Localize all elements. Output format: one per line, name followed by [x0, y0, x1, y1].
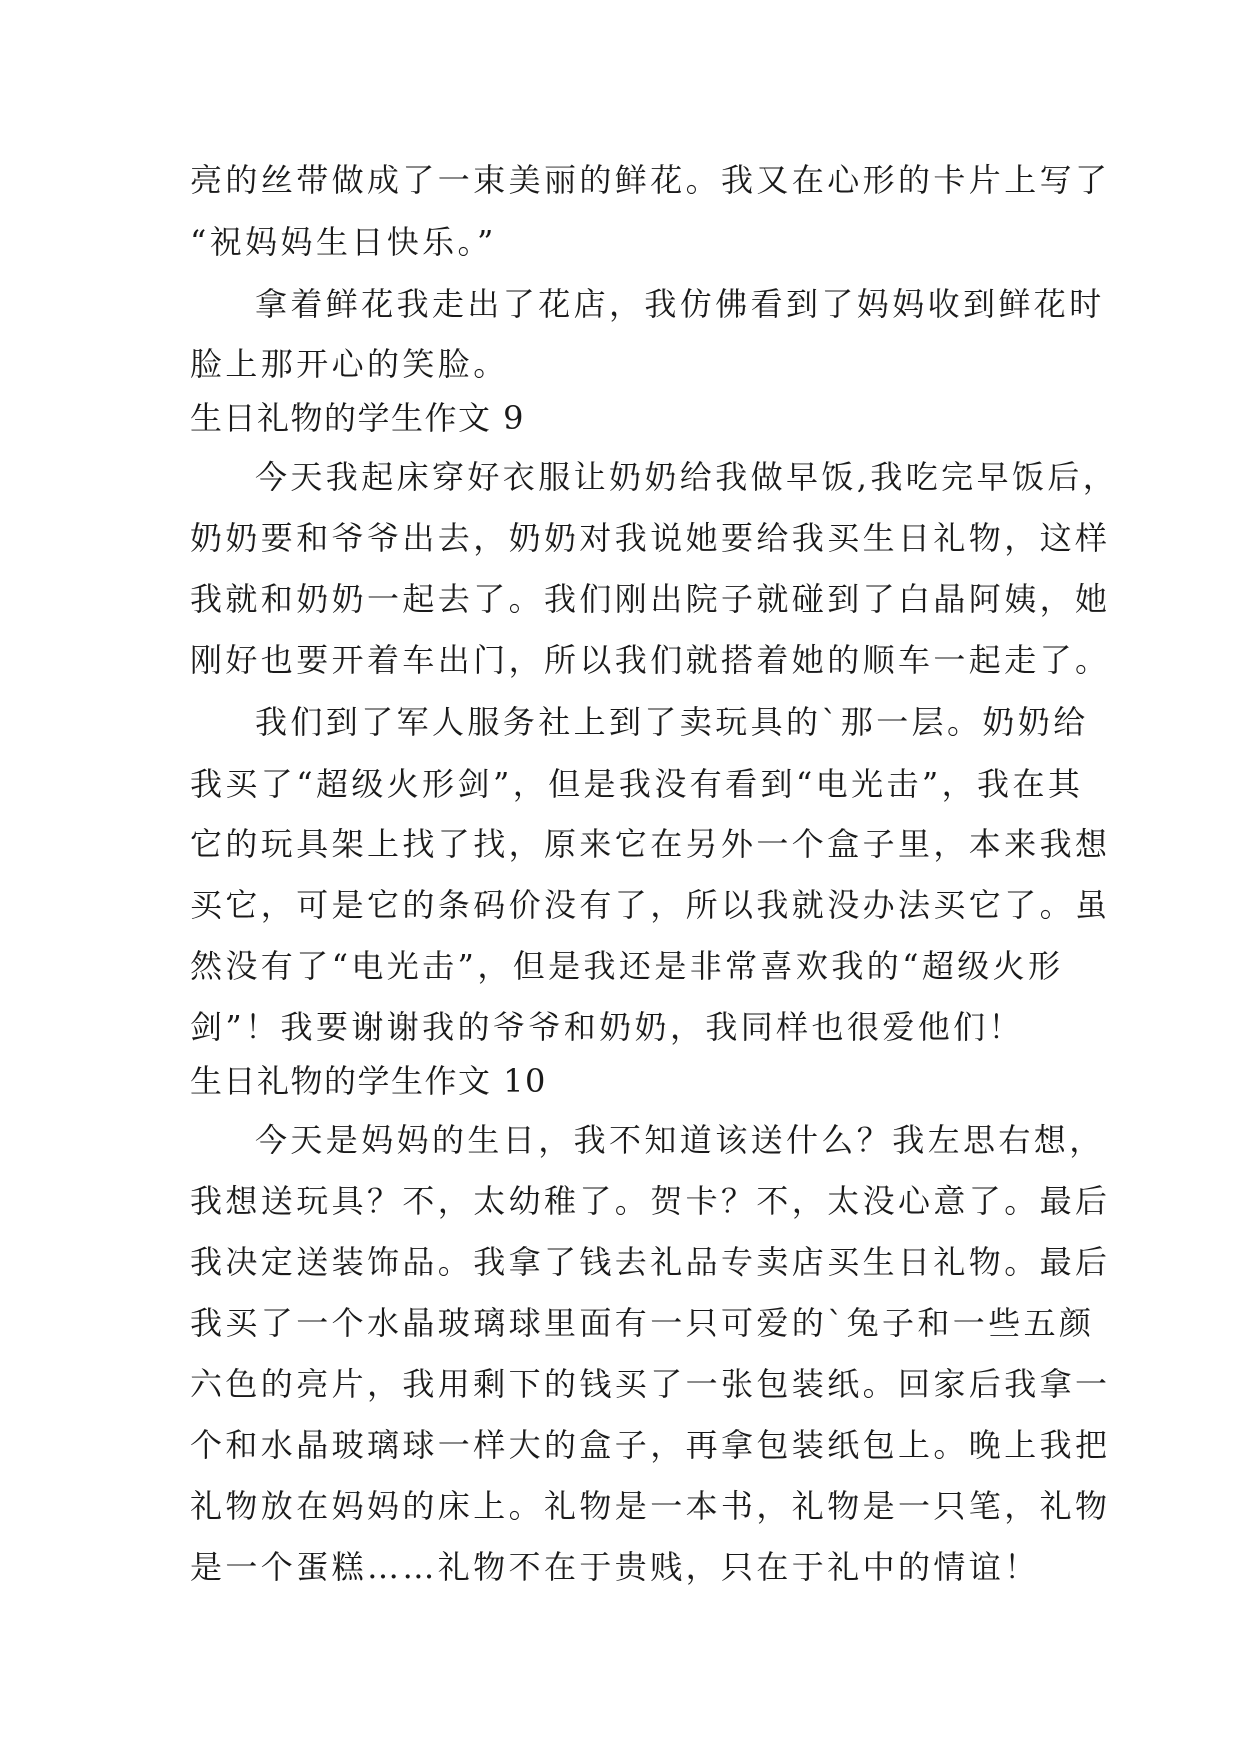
paragraph-line: 礼物放在妈妈的床上。礼物是一本书，礼物是一只笔，礼物: [190, 1487, 1111, 1525]
paragraph-line: 我买了一个水晶玻璃球里面有一只可爱的`兔子和一些五颜: [190, 1304, 1095, 1342]
paragraph-line: 今天我起床穿好衣服让奶奶给我做早饭,我吃完早饭后，: [255, 458, 1119, 496]
paragraph-line: 是一个蛋糕……礼物不在于贵贱，只在于礼中的情谊！: [190, 1548, 1040, 1586]
paragraph-line: 我买了“超级火形剑”，但是我没有看到“电光击”，我在其: [190, 765, 1084, 803]
paragraph-line: 六色的亮片，我用剩下的钱买了一张包装纸。回家后我拿一: [190, 1365, 1111, 1403]
paragraph-line: 我想送玩具？不，太幼稚了。贺卡？不，太没心意了。最后: [190, 1182, 1111, 1220]
paragraph-line: 然没有了“电光击”，但是我还是非常喜欢我的“超级火形: [190, 947, 1064, 985]
section-heading: 生日礼物的学生作文 9: [190, 399, 526, 437]
paragraph-line: 它的玩具架上找了找，原来它在另外一个盒子里，本来我想: [190, 825, 1111, 863]
paragraph-line: 奶奶要和爷爷出去，奶奶对我说她要给我买生日礼物，这样: [190, 519, 1111, 557]
paragraph-line: 我们到了军人服务社上到了卖玩具的`那一层。奶奶给: [255, 703, 1089, 741]
paragraph-line: 今天是妈妈的生日，我不知道该送什么？我左思右想，: [255, 1121, 1105, 1159]
paragraph-line: 我决定送装饰品。我拿了钱去礼品专卖店买生日礼物。最后: [190, 1243, 1111, 1281]
paragraph-line: 剑”！我要谢谢我的爷爷和奶奶，我同样也很爱他们！: [190, 1008, 1024, 1046]
paragraph-line: 亮的丝带做成了一束美丽的鲜花。我又在心形的卡片上写了: [190, 161, 1111, 199]
paragraph-line: 脸上那开心的笑脸。: [190, 345, 509, 383]
paragraph-line: 个和水晶玻璃球一样大的盒子，再拿包装纸包上。晚上我把: [190, 1426, 1111, 1464]
paragraph-line: “祝妈妈生日快乐。”: [190, 223, 497, 261]
paragraph-line: 我就和奶奶一起去了。我们刚出院子就碰到了白晶阿姨，她: [190, 580, 1111, 618]
section-heading: 生日礼物的学生作文 10: [190, 1062, 547, 1100]
paragraph-line: 拿着鲜花我走出了花店，我仿佛看到了妈妈收到鲜花时: [255, 285, 1105, 323]
paragraph-line: 买它，可是它的条码价没有了，所以我就没办法买它了。虽: [190, 886, 1111, 924]
paragraph-line: 刚好也要开着车出门，所以我们就搭着她的顺车一起走了。: [190, 641, 1111, 679]
